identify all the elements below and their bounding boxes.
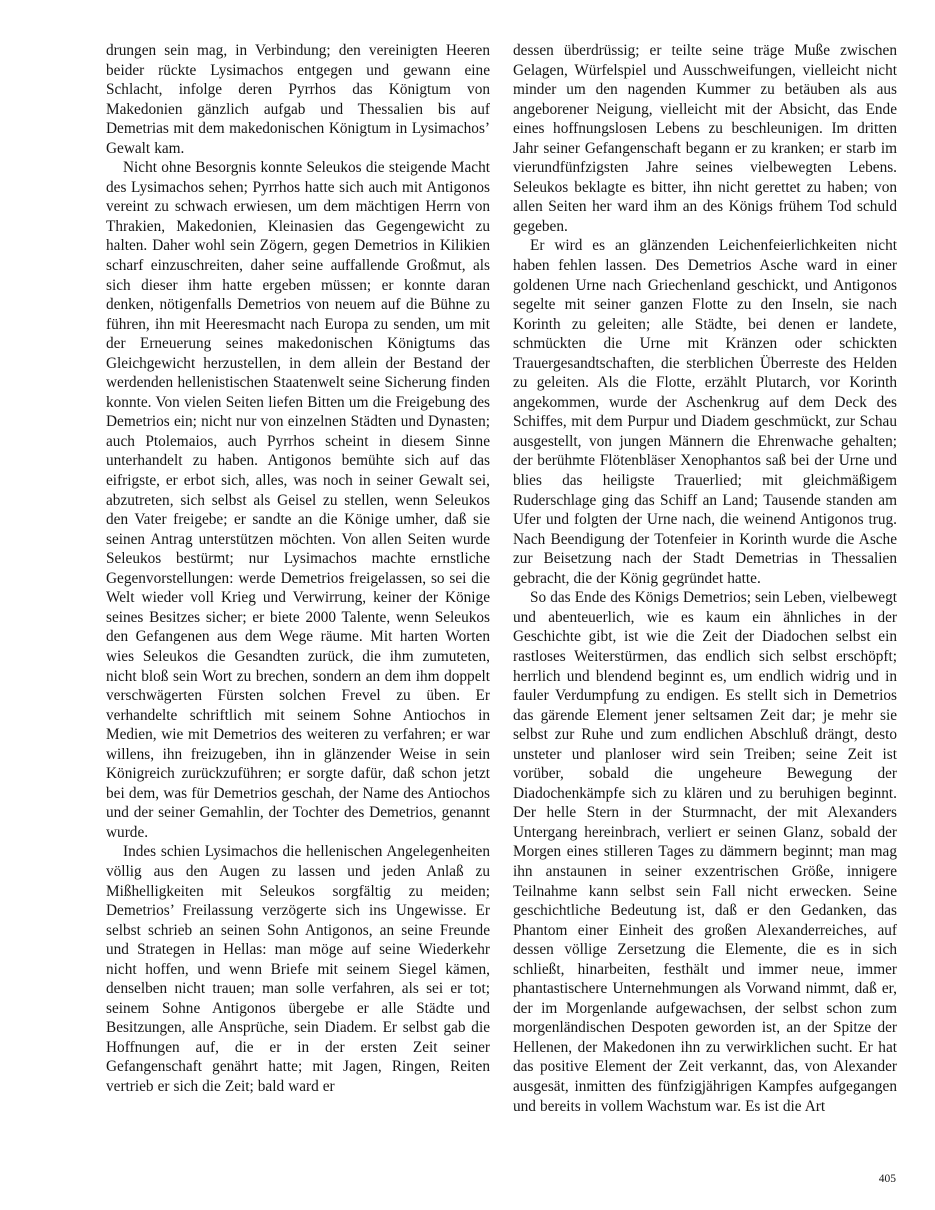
paragraph: drungen sein mag, in Verbindung; den vereinigten Heeren beider rückte Lysimachos entgegen und gewann eine Schlacht, infolge deren Pyrrhos das Königtum von Makedonien gänzlich aufgab und Thessalien bis auf Demetrias mit dem makedonischen Königtum in Lysimachos’ Gewalt kam. — [106, 42, 490, 157]
text-columns — [106, 41, 897, 1116]
paragraph: Er wird es an glänzenden Leichenfeierlichkeiten nicht haben fehlen lassen. Des Demetrios Asche ward in einer goldenen Urne nach Griechenland geschickt, und Antigonos segelte mit seiner ganzen Flotte zu den Inseln, sie nach Korinth zu geleiten; alle Städte, bei denen er landete, schmückten die Urne mit Kränzen oder schickten Trauergesandtschaften, die sterblichen Überreste des Helden zu geleiten. Als die Flotte, erzählt Plutarch, vor Korinth angekommen, wurde der Aschenkrug auf dem Deck des Schiffes, mit dem Purpur und Diadem geschmückt, zur Schau ausgestellt, von jungen Männern die Ehrenwache gehalten; der berühmte Flötenbläser Xenophantos saß bei der Urne und blies das heiligste Trauerlied; mit gleichmäßigem Ruderschlage ging das Schiff an Land; Tausende standen am Ufer und folgten der Urne nach, die weinend Antigonos trug. Nach Beendigung der Totenfeier in Korinth wurde die Asche zur Beisetzung nach der Stadt Demetrias in Thessalien gebracht, die der König gegründet hatte. — [513, 237, 897, 587]
page-number: 405 — [878, 1173, 896, 1185]
text-column-right — [513, 41, 897, 1116]
paragraph: dessen überdrüssig; er teilte seine träge Muße zwischen Gelagen, Würfelspiel und Ausschweifungen, vielleicht nicht minder um den nagenden Kummer zu betäuben als aus angeborener Neigung, vielleicht mit der Absicht, das Ende eines hoffnungslosen Lebens zu beschleunigen. Im dritten Jahr seiner Gefangenschaft begann er zu kranken; er starb im vierundfünfzigsten Jahre seines vielbewegten Lebens. Seleukos beklagte es bitter, ihn nicht gerettet zu haben; von allen Seiten her ward ihm an des Königs frühem Tod schuld gegeben. — [513, 42, 897, 235]
text-column-left — [106, 41, 490, 1116]
paragraph: Indes schien Lysimachos die hellenischen Angelegenheiten völlig aus den Augen zu lassen und jeden Anlaß zu Mißhelligkeiten mit Seleukos sorgfältig zu meiden; Demetrios’ Freilassung verzögerte sich ins Ungewisse. Er selbst schrieb an seinen Sohn Antigonos, an seine Freunde und Strategen in Hellas: man möge auf seine Wiederkehr nicht hoffen, und wenn Briefe mit seinem Siegel kämen, denselben nicht trauen; man solle verfahren, als sei er tot; seinem Sohne Antigonos übergebe er alle Städte und Besitzungen, alle Ansprüche, sein Diadem. Er selbst gab die Hoffnungen auf, die er in der ersten Zeit seiner Gefangenschaft genährt hatte; mit Jagen, Ringen, Reiten vertrieb er sich die Zeit; bald ward er — [106, 843, 490, 1095]
paragraph: Nicht ohne Besorgnis konnte Seleukos die steigende Macht des Lysimachos sehen; Pyrrhos hatte sich auch mit Antigonos vereint zu schwach erwiesen, um dem mächtigen Herrn von Thrakien, Makedonien, Kleinasien das Gegengewicht zu halten. Daher wohl sein Zögern, gegen Demetrios in Kilikien scharf einzuschreiten, daher seine auffallende Großmut, als sich dieser ihm hatte ergeben müssen; er konnte daran denken, nötigenfalls Demetrios von neuem auf die Bühne zu führen, ihn mit Heeresmacht nach Europa zu senden, um mit der Erneuerung seines makedonischen Königtums das Gleichgewicht herzustellen, in dem allein der Bestand der werdenden hellenistischen Staatenwelt seine Sicherung finden konnte. Von vielen Seiten liefen Bitten um die Freigebung des Demetrios ein; nicht nur von einzelnen Städten und Dynasten; auch Ptolemaios, auch Pyrrhos scheint in diesem Sinne unterhandelt zu haben. Antigonos bemühte sich auf das eifrigste, er erbot sich, alles, was noch in seiner Gewalt sei, abzutreten, sich selbst als Geisel zu stellen, wenn Seleukos den Vater freigebe; er sandte an die Könige umher, daß sie seinen Antrag unterstützen möchten. Von allen Seiten wurde Seleukos bestürmt; nur Lysimachos machte ernstliche Gegenvorstellungen: werde Demetrios freigelassen, so sei die Welt wieder voll Krieg und Verwirrung, keiner der Könige seines Besitzes sicher; er biete 2000 Talente, wenn Seleukos den Gefangenen aus dem Wege räume. Mit harten Worten wies Seleukos die Gesandten zurück, die ihm zumuteten, nicht bloß sein Wort zu brechen, sondern an dem ihm doppelt verschwägerten Fürsten solchen Frevel zu üben. Er verhandelte schriftlich mit seinem Sohne Antiochos in Medien, wie mit Demetrios des weiteren zu verfahren; er war willens, ihn freizugeben, ihn in glänzender Weise in sein Königreich zurückzuführen; er sorgte dafür, daß schon jetzt bei dem, was für Demetrios geschah, der Name des Antiochos und der seiner Gemahlin, der Tochter des Demetrios, genannt wurde. — [106, 159, 490, 841]
paragraph: So das Ende des Königs Demetrios; sein Leben, vielbewegt und abenteuerlich, wie es kaum ein ähnliches in der Geschichte gibt, ist wie die Zeit der Diadochen selbst ein rastloses Weiterstürmen, das endlich sich selbst erschöpft; herrlich und blendend beginnt es, um endlich widrig und in fauler Verdumpfung zu endigen. Es stellt sich in Demetrios das gärende Element jener seltsamen Zeit dar; je mehr sie selbst zur Ruhe und zum endlichen Abschluß drängt, desto unsteter und planloser wird sein Treiben; seine Zeit ist vorüber, sobald die ungeheure Bewegung der Diadochenkämpfe sich zu klären und zu beruhigen beginnt. Der helle Stern in der Sturmnacht, der mit Alexanders Untergang hereinbrach, verliert er seinen Glanz, sobald der Morgen eines stilleren Tages zu dämmern beginnt; man mag ihn anstaunen in seiner exzentrischen Größe, innigere Teilnahme kann selbst sein Fall nicht erwecken. Seine geschichtliche Bedeutung ist, daß er den Gedanken, das Phantom einer Einheit des großen Alexanderreiches, auf dessen völlige Zersetzung die Elemente, die es in sich schließt, hinarbeiten, festhält und immer neue, immer phantastischere Unternehmungen als Vorwand nimmt, daß er, der im Morgenlande aufgewachsen, der selbst schon zum morgenländischen Despoten geworden ist, an der Spitze der Hellenen, der Makedonen ihn zu verwirklichen sucht. Er hat das positive Element der Zeit verkannt, das, von Alexander ausgesät, inmitten des fünfzigjährigen Kampfes aufgegangen und bereits in vollem Wachstum war. Es ist die Art — [513, 589, 897, 1115]
